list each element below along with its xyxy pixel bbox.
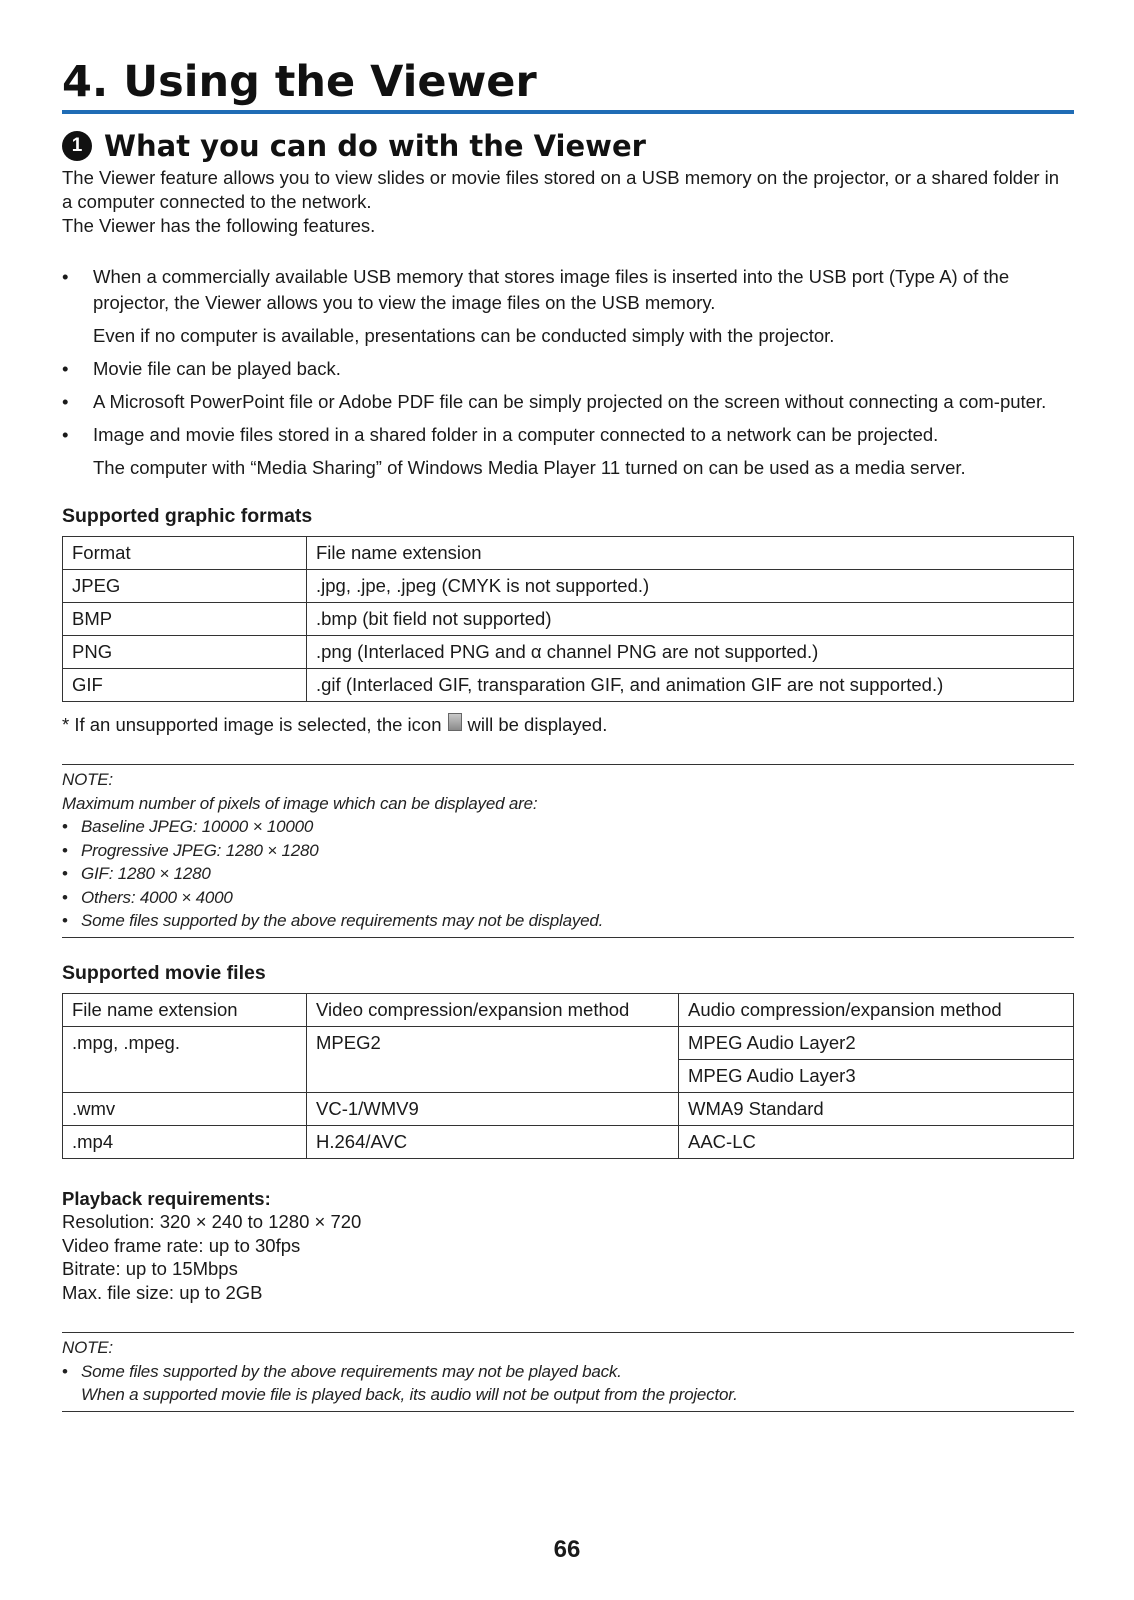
table-row	[63, 1125, 1074, 1158]
note-item-text: • Some files supported by the above requirements may not be played back.	[81, 1361, 622, 1381]
table-cell: JPEG	[63, 570, 307, 603]
table-header-cell: File name extension	[63, 993, 307, 1026]
note-item: • Baseline JPEG: 10000 × 10000	[62, 815, 1074, 839]
feature-item	[62, 264, 1074, 349]
table-header-cell: File name extension	[307, 537, 1074, 570]
page-content	[62, 56, 1074, 1412]
table-cell: .png (Interlaced PNG and α channel PNG are not supported.)	[307, 636, 1074, 669]
table-row	[63, 636, 1074, 669]
table-cell: BMP	[63, 603, 307, 636]
playback-line: Resolution: 320 × 240 to 1280 × 720	[62, 1211, 362, 1232]
table-cell: .gif (Interlaced GIF, transparation GIF, and animation GIF are not supported.)	[307, 669, 1074, 702]
table-cell: AAC-LC	[679, 1125, 1074, 1158]
graphic-formats-table	[62, 536, 1074, 702]
note-box	[62, 764, 1074, 938]
section-title	[62, 128, 1074, 164]
playback-requirements	[62, 1187, 1074, 1305]
footnote-text: * If an unsupported image is selected, the icon	[62, 714, 442, 735]
movie-files-heading: Supported movie files	[62, 961, 266, 984]
feature-text: • A Microsoft PowerPoint file or Adobe PDF file can be simply projected on the screen without connecting a com-puter.	[93, 391, 1047, 412]
note-item: • GIF: 1280 × 1280	[62, 862, 1074, 886]
note-item: • Progressive JPEG: 1280 × 1280	[62, 839, 1074, 863]
table-row	[63, 603, 1074, 636]
note-list	[62, 1360, 1074, 1407]
intro-paragraph: The Viewer feature allows you to view slides or movie files stored on a USB memory on the projector, or a shared folder in a computer connected to the network.	[62, 167, 1060, 212]
feature-item	[62, 356, 1074, 382]
table-header-cell: Video compression/expansion method	[307, 993, 679, 1026]
feature-list	[62, 264, 1074, 481]
playback-heading: Playback requirements:	[62, 1187, 271, 1209]
note-box	[62, 1332, 1074, 1412]
table-cell: .jpg, .jpe, .jpeg (CMYK is not supported.)	[307, 570, 1074, 603]
table-cell: MPEG Audio Layer3	[679, 1059, 1074, 1092]
feature-text: • Image and movie files stored in a shared folder in a computer connected to a network can be projected.	[93, 424, 939, 445]
chapter-rule	[62, 110, 1074, 114]
table-row	[63, 570, 1074, 603]
table-header-cell: Audio compression/expansion method	[679, 993, 1074, 1026]
note-lead: Maximum number of pixels of image which can be displayed are:	[62, 793, 538, 813]
table-cell: H.264/AVC	[307, 1125, 679, 1158]
note-list	[62, 815, 1074, 933]
movie-files-table	[62, 993, 1074, 1159]
table-cell: WMA9 Standard	[679, 1092, 1074, 1125]
graphic-formats-heading: Supported graphic formats	[62, 505, 313, 527]
page-number: 66	[553, 1536, 581, 1563]
playback-line: Video frame rate: up to 30fps	[62, 1234, 301, 1256]
footnote-text: will be displayed.	[467, 714, 608, 735]
table-cell: MPEG2	[307, 1026, 679, 1092]
table-cell: PNG	[63, 636, 307, 669]
table-header-cell: Format	[63, 537, 307, 570]
note-label: NOTE:	[62, 1338, 113, 1357]
table-cell: .mp4	[63, 1125, 307, 1158]
table-cell: MPEG Audio Layer2	[679, 1026, 1074, 1059]
feature-text: • Movie file can be played back.	[93, 358, 341, 379]
note-item	[62, 1360, 1074, 1407]
feature-subtext: The computer with “Media Sharing” of Windows Media Player 11 turned on can be used as a media server.	[93, 457, 966, 478]
table-cell: .bmp (bit field not supported)	[307, 603, 1074, 636]
table-cell: .wmv	[63, 1092, 307, 1125]
playback-line: Bitrate: up to 15Mbps	[62, 1258, 238, 1279]
table-cell: .mpg, .mpeg.	[63, 1026, 307, 1092]
table-row	[63, 1026, 1074, 1059]
table-row	[63, 1092, 1074, 1125]
note-item-continuation: When a supported movie file is played back, its audio will not be output from the projector.	[81, 1385, 738, 1404]
section-number-badge: 1	[62, 131, 92, 161]
section-title-text: What you can do with the Viewer	[104, 129, 646, 163]
table-cell: VC-1/WMV9	[307, 1092, 679, 1125]
note-item: • Others: 4000 × 4000	[62, 886, 1074, 910]
feature-item	[62, 389, 1074, 415]
table-cell: GIF	[63, 669, 307, 702]
intro-paragraph: The Viewer has the following features.	[62, 215, 376, 236]
feature-text: • When a commercially available USB memory that stores image files is inserted into the USB port (Type A) of the projector, the Viewer allows you to view the image files on the USB memory.	[93, 266, 1010, 313]
note-item: • Some files supported by the above requirements may not be displayed.	[62, 909, 1074, 933]
table-header-row	[63, 993, 1074, 1026]
feature-subtext: Even if no computer is available, presentations can be conducted simply with the projector.	[93, 325, 835, 346]
playback-line: Max. file size: up to 2GB	[62, 1281, 263, 1303]
table-row	[63, 669, 1074, 702]
chapter-title: 4. Using the Viewer	[62, 57, 537, 107]
unsupported-image-footnote	[62, 714, 1074, 736]
unsupported-image-icon	[448, 713, 462, 731]
table-header-row	[63, 537, 1074, 570]
feature-item	[62, 422, 1074, 481]
note-label: NOTE:	[62, 770, 113, 789]
